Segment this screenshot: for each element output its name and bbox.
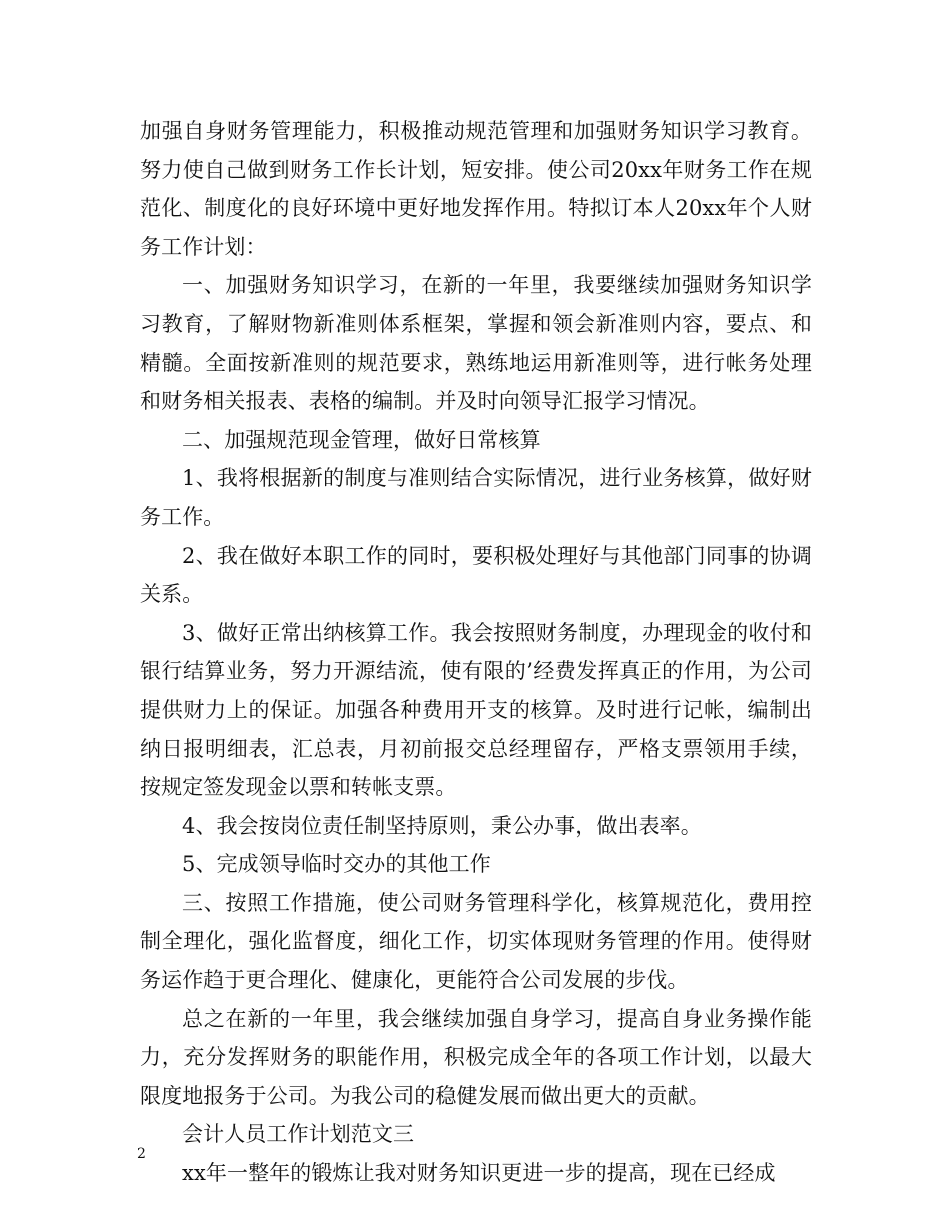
paragraph-section-two-heading: 二、加强规范现金管理，做好日常核算 [182,427,541,452]
paragraph-conclusion: 总之在新的一年里，我会继续加强自身学习，提高自身业务操作能力，充分发挥财务的职能作用，积极完成全年的各项工作计划，以最大限度地报务于公司。为我公司的稳健发展而做出更大的贡献。 [140,1006,812,1108]
paragraph-section-three: 三、按照工作措施，使公司财务管理科学化，核算规范化，费用控制全理化，强化监督度，细化工作，切实体现财务管理的作用。使得财务运作趋于更合理化、健康化，更能符合公司发展的步伐。 [140,890,812,993]
paragraph-item-1: 1、我将根据新的制度与准则结合实际情况，进行业务核算，做好财务工作。 [140,466,812,529]
paragraph-section-one: 一、加强财务知识学习，在新的一年里，我要继续加强财务知识学习教育，了解财物新准则体系框架，掌握和领会新准则内容，要点、和精髓。全面按新准则的规范要求，熟练地运用新准则等，进行帐务处理和财务相关报表、表格的编制。并及时向领导汇报学习情况。 [140,273,812,414]
paragraph-sample-three-start: xx年一整年的锻炼让我对财务知识更进一步的提高，现在已经成 [182,1161,776,1186]
paragraph-item-2: 2、我在做好本职工作的同时，要积极处理好与其他部门同事的协调关系。 [140,543,812,607]
paragraph-item-3: 3、做好正常出纳核算工作。我会按照财务制度，办理现金的收付和银行结算业务，努力开源结流，使有限的’经费发挥真正的作用，为公司提供财力上的保证。加强各种费用开支的核算。及时进行记帐，编制出纳日报明细表，汇总表，月初前报交总经理留存，严格支票领用手续，按规定签发现金以票和转帐支票。 [140,620,812,800]
paragraph-item-5: 5、完成领导临时交办的其他工作 [182,852,491,877]
page-number: 2 [137,1146,146,1162]
paragraph-item-4: 4、我会按岗位责任制坚持原则，秉公办事，做出表率。 [182,813,702,838]
paragraph-sample-three-heading: 会计人员工作计划范文三 [182,1122,415,1147]
paragraph-intro: 加强自身财务管理能力，积极推动规范管理和加强财务知识学习教育。努力使自己做到财务工作长计划，短安排。使公司20xx年财务工作在规范化、制度化的良好环境中更好地发挥作用。特拟订本人20xx年个人财务工作计划： [140,119,812,259]
document-body [140,112,812,1193]
